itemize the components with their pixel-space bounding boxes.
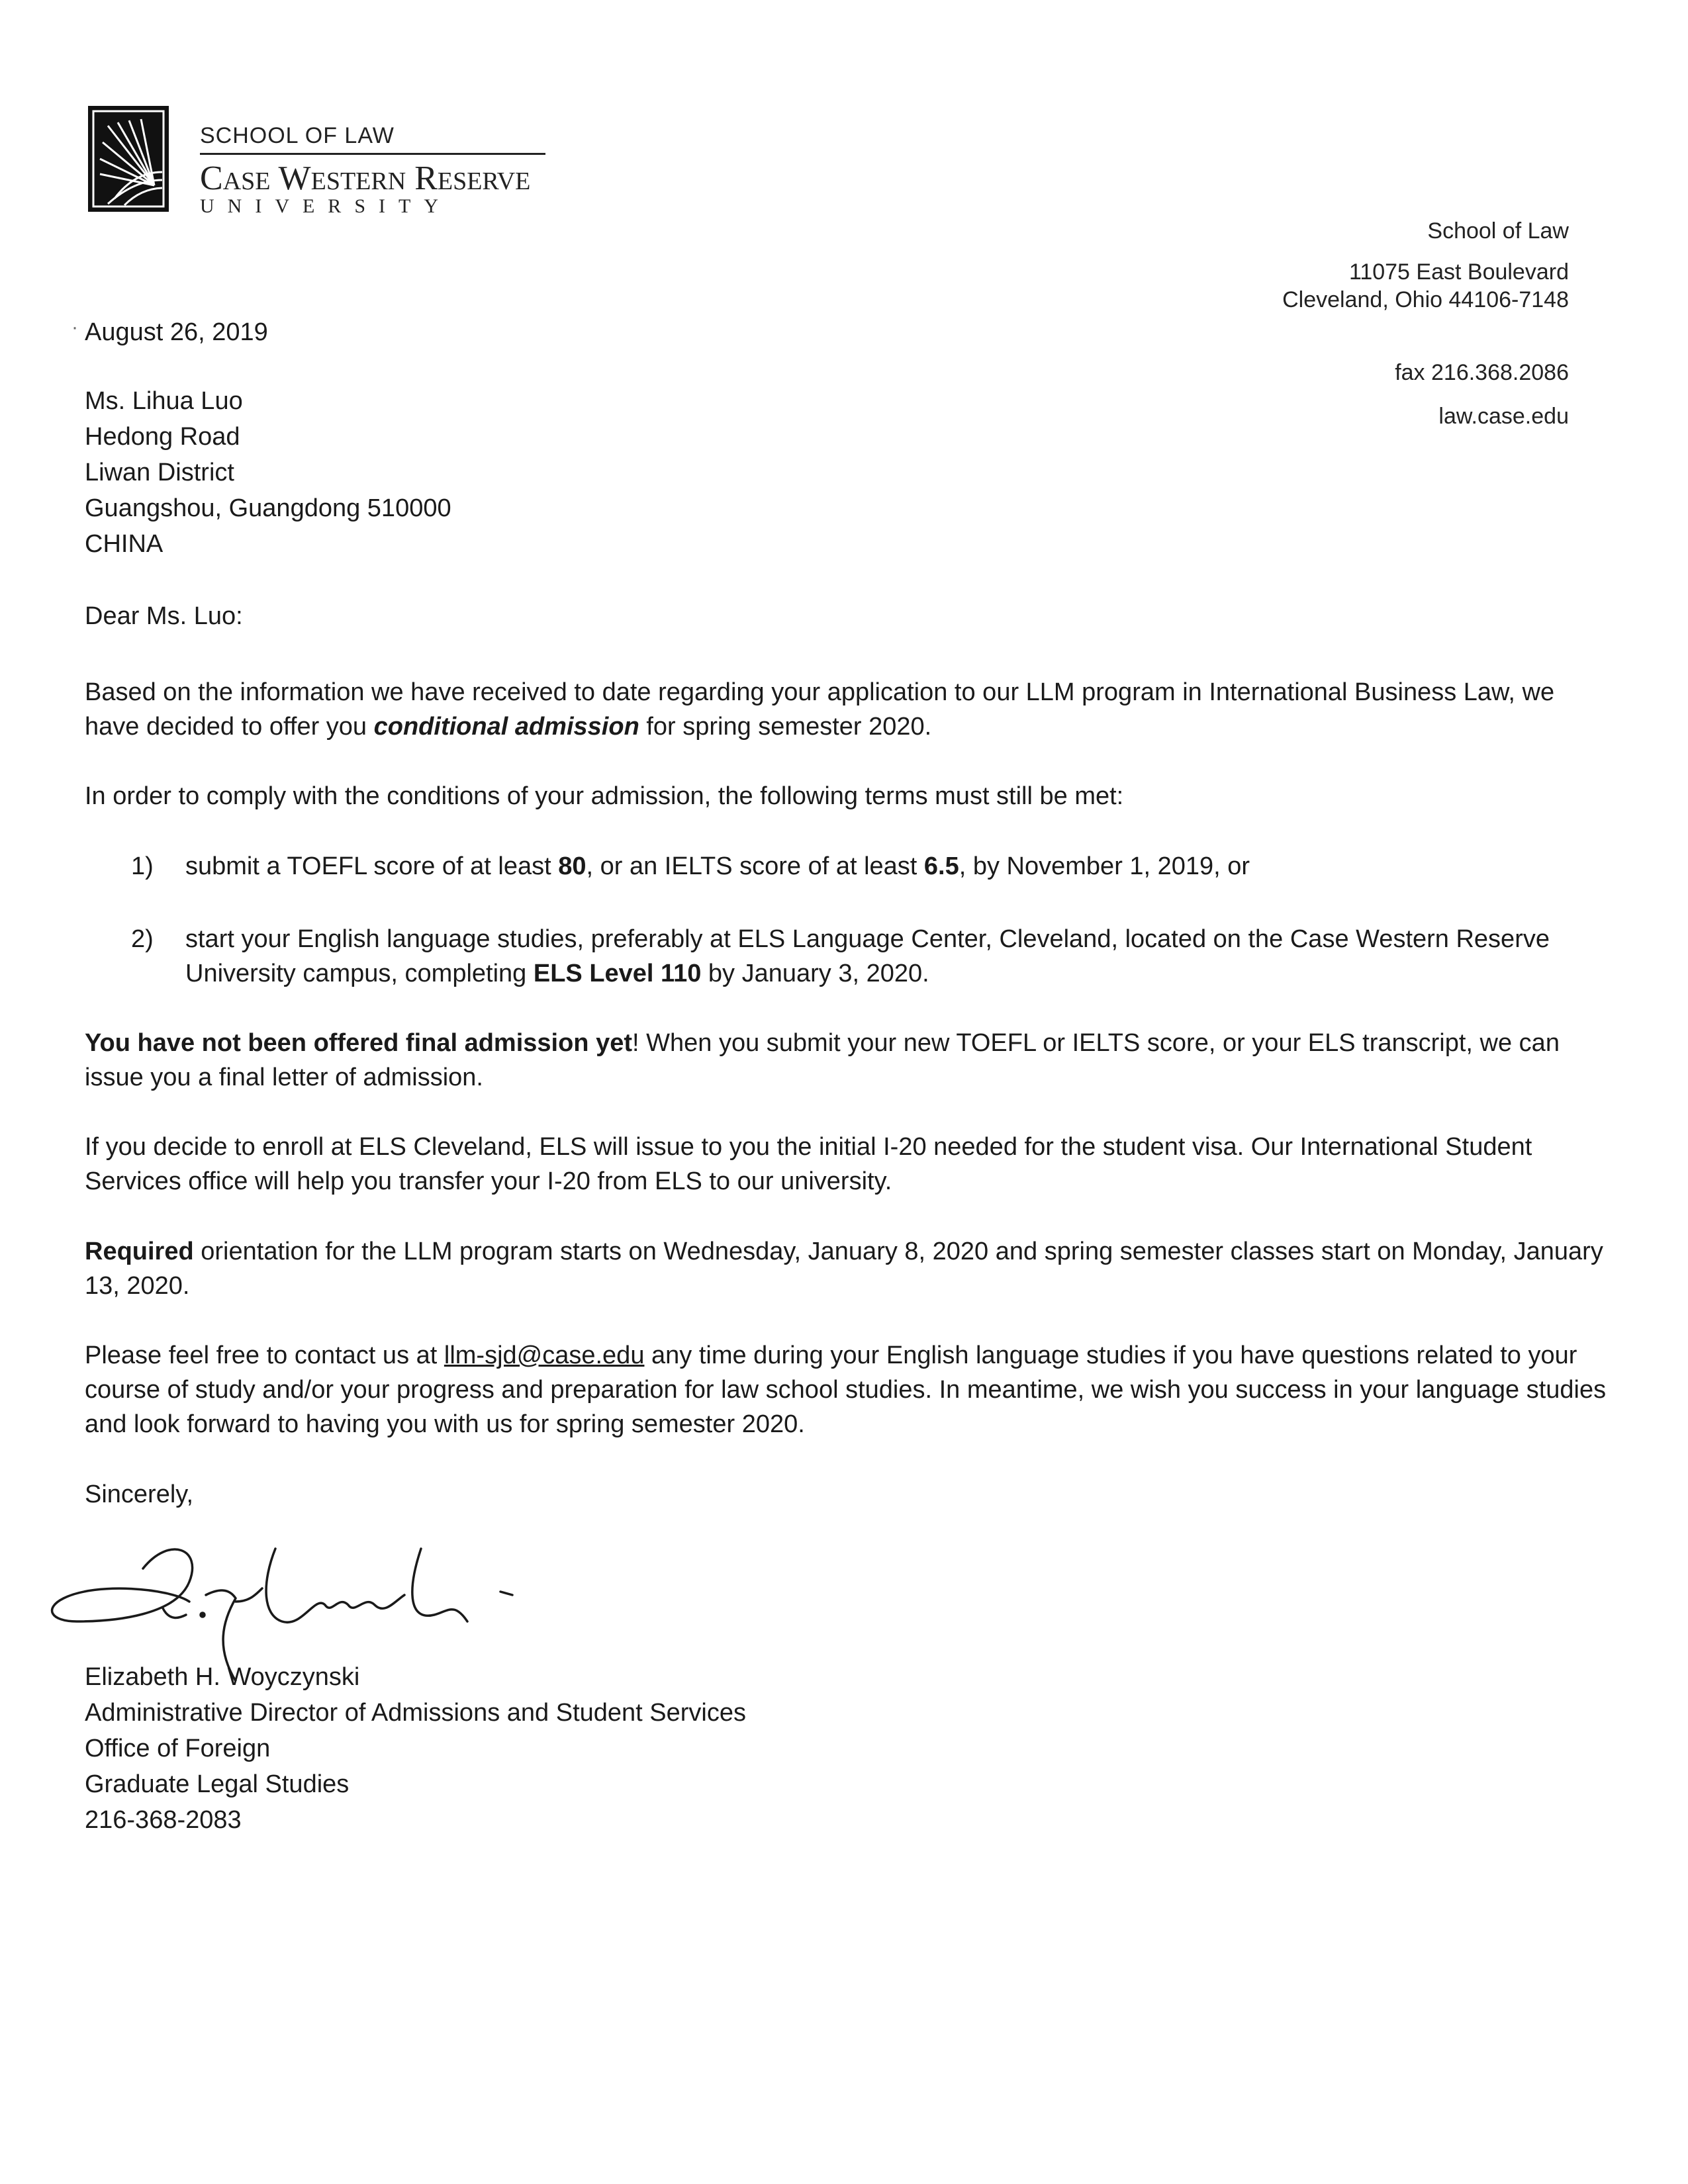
- recipient-address: [85, 384, 451, 563]
- recipient-line: Hedong Road: [85, 423, 240, 451]
- signer-phone: 216-368-2083: [85, 1806, 242, 1834]
- signer-block: [85, 1660, 746, 1839]
- sender-city: Cleveland, Ohio 44106-7148: [1282, 287, 1569, 312]
- paragraph-conditions: In order to comply with the conditions of your admission, the following terms must still be met:: [85, 782, 1124, 810]
- sender-website: law.case.edu: [1438, 404, 1569, 429]
- paragraph-els: If you decide to enroll at ELS Cleveland, ELS will issue to you the initial I-20 needed for the student visa. Our International Student Services office will help you transfer your I-20 from ELS to our university.: [85, 1133, 1532, 1195]
- list-number: 1): [131, 852, 154, 880]
- letterhead-school: SCHOOL OF LAW: [200, 123, 395, 148]
- paragraph-not-final: You have not been offered final admission yet! When you submit your new TOEFL or IELTS score, or your ELS transcript, we can issue you a final letter of admission.: [85, 1029, 1560, 1091]
- list-item-text: submit a TOEFL score of at least 80, or an IELTS score of at least 6.5, by November 1, 2019, or: [185, 852, 1250, 880]
- letterhead-divider: [200, 153, 545, 155]
- recipient-line: Guangshou, Guangdong 510000: [85, 494, 451, 522]
- sender-street: 11075 East Boulevard: [1348, 259, 1569, 285]
- signer-department: Graduate Legal Studies: [85, 1770, 350, 1798]
- contact-email-link[interactable]: llm-sjd@case.edu: [444, 1342, 645, 1369]
- signer-office: Office of Foreign: [85, 1735, 271, 1762]
- signer-title: Administrative Director of Admissions and Student Services: [85, 1699, 746, 1727]
- salutation: Dear Ms. Luo:: [85, 602, 243, 630]
- recipient-line: CHINA: [85, 530, 164, 558]
- university-logo: [88, 106, 169, 212]
- scan-speck: ·: [71, 316, 78, 338]
- list-item-text: start your English language studies, preferably at ELS Language Center, Cleveland, located on the Case Western Reserve University campus, completing ELS Level 110 by January 3, 2020.: [185, 925, 1550, 987]
- signer-name: Elizabeth H. Woyczynski: [85, 1663, 360, 1691]
- sender-fax: fax 216.368.2086: [1395, 360, 1569, 385]
- list-number: 2): [131, 925, 154, 953]
- paragraph-orientation: Required orientation for the LLM program starts on Wednesday, January 8, 2020 and spring semester classes start on Monday, January 13, 2020.: [85, 1238, 1603, 1300]
- paragraph-offer: Based on the information we have received to date regarding your application to our LLM program in International Business Law, we have decided to offer you conditional admission for spring semester 2020.: [85, 678, 1555, 741]
- handwritten-signature: [37, 1522, 514, 1681]
- closing: Sincerely,: [85, 1480, 194, 1508]
- letterhead-university-name: CASE WESTERN RESERVE: [200, 159, 531, 197]
- conditional-admission-emphasis: conditional admission: [373, 713, 639, 741]
- letterhead-university-word: UNIVERSITY: [200, 195, 451, 217]
- paragraph-contact: Please feel free to contact us at llm-sjd@case.edu any time during your English language studies if you have questions related to your course of study and/or your progress and preparation for law school studies. In meantime, we wish you success in your language studies and look forward to having you with us for spring semester 2020.: [85, 1342, 1607, 1438]
- recipient-line: Liwan District: [85, 459, 234, 486]
- recipient-line: Ms. Lihua Luo: [85, 387, 243, 415]
- sender-name: School of Law: [1427, 218, 1569, 244]
- sunburst-logo-icon: [88, 106, 169, 212]
- letter-date: August 26, 2019: [85, 318, 268, 346]
